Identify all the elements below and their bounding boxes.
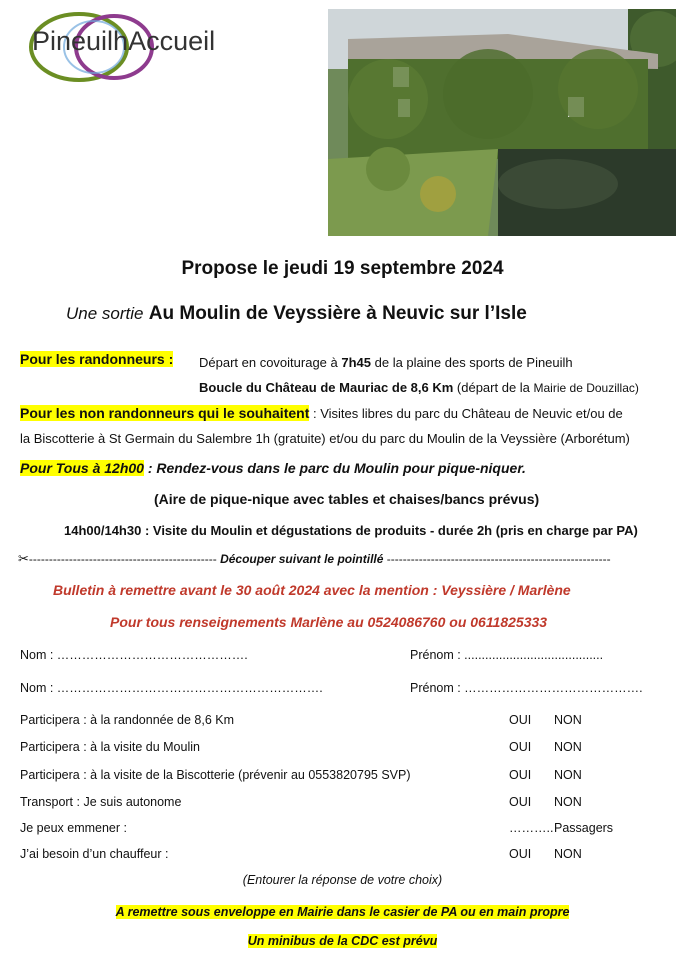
randonneurs-place: de la plaine des sports de Pineuilh <box>371 355 573 370</box>
randonneurs-time: 7h45 <box>341 355 372 370</box>
cut-dashes-right: -------------------------------------------------------- <box>386 552 611 566</box>
outing-title: Au Moulin de Veyssière à Neuvic sur l’Isle <box>148 303 527 324</box>
non-randonneurs-line1 <box>20 405 623 421</box>
aire-pique-nique: (Aire de pique-nique avec tables et chaises/bancs prévus) <box>154 491 540 507</box>
nom-field-2[interactable]: Nom : ………………………………………………………. <box>20 681 323 695</box>
nom-field-1[interactable]: Nom : ………………………………………. <box>20 648 248 662</box>
pour-tous-line <box>20 460 526 476</box>
randonneurs-line1 <box>199 355 573 370</box>
footer-line-1: A remettre sous enveloppe en Mairie dans le casier de PA ou en main propre <box>115 905 570 919</box>
cut-dashes-left: ----------------------------------------------- <box>28 552 217 566</box>
row-randonnee-oui[interactable]: OUI <box>509 713 532 727</box>
row-chauffeur-oui[interactable]: OUI <box>509 847 532 861</box>
footer-line-1-wrap <box>0 903 685 921</box>
bulletin-deadline: Bulletin à remettre avant le 30 août 2024 avec la mention : Veyssière / Marlène <box>53 582 571 598</box>
randonneurs-depart-de: (départ de la <box>453 380 534 395</box>
non-randonneurs-text1: : Visites libres du parc du Château de Neuvic et/ou de <box>309 406 623 421</box>
randonneurs-boucle: Boucle du Château de Mauriac de 8,6 Km <box>199 380 454 395</box>
prenom-field-1[interactable]: Prénom : ........................................ <box>410 648 604 662</box>
randonneurs-label-wrap <box>20 351 173 367</box>
row-biscotterie-non[interactable]: NON <box>554 768 582 782</box>
footer-line-2: Un minibus de la CDC est prévu <box>247 934 438 948</box>
row-randonnee-label: Participera : à la randonnée de 8,6 Km <box>20 713 235 727</box>
randonneurs-label: Pour les randonneurs : <box>20 351 174 367</box>
row-chauffeur-label: J’ai besoin d’un chauffeur : <box>20 847 169 861</box>
row-chauffeur-non[interactable]: NON <box>554 847 582 861</box>
visite-moulin-line: 14h00/14h30 : Visite du Moulin et dégustations de produits - durée 2h (pris en charge par PA) <box>64 523 638 538</box>
randonneurs-mairie: Mairie de Douzillac) <box>533 381 639 395</box>
row-emmener-passagers: Passagers <box>554 821 614 835</box>
renseignements-line: Pour tous renseignements Marlène au 0524086760 ou 0611825333 <box>110 614 548 630</box>
non-randonneurs-label: Pour les non randonneurs qui le souhaitent <box>20 405 310 421</box>
logo-text-right: Accueil <box>128 26 216 56</box>
non-randonneurs-line2: la Biscotterie à St Germain du Salembre 1h (gratuite) et/ou du parc du Moulin de la Veyssière (Arborétum) <box>20 431 630 446</box>
row-transport-oui[interactable]: OUI <box>509 795 532 809</box>
cut-label: Découper suivant le pointillé <box>216 552 387 566</box>
outing-prefix: Une sortie <box>66 304 144 323</box>
outing-heading <box>66 303 527 325</box>
prenom-field-2[interactable]: Prénom : ……………………………………. <box>410 681 643 695</box>
row-moulin-label: Participera : à la visite du Moulin <box>20 740 200 754</box>
row-randonnee-non[interactable]: NON <box>554 713 582 727</box>
date-heading: Propose le jeudi 19 septembre 2024 <box>181 258 504 279</box>
logo-text <box>32 26 215 57</box>
row-emmener-label: Je peux emmener : <box>20 821 127 835</box>
row-transport-label: Transport : Je suis autonome <box>20 795 182 809</box>
mill-photo-illustration <box>328 9 676 236</box>
pineuilh-accueil-logo <box>24 12 264 82</box>
row-moulin-oui[interactable]: OUI <box>509 740 532 754</box>
row-biscotterie-label: Participera : à la visite de la Biscotterie (prévenir au 0553820795 SVP) <box>20 768 411 782</box>
row-biscotterie-oui[interactable]: OUI <box>509 768 532 782</box>
logo-text-left: Pineuilh <box>32 26 129 56</box>
entourer-instruction: (Entourer la réponse de votre choix) <box>242 873 443 887</box>
row-emmener-count[interactable]: ……….. <box>509 821 554 835</box>
pour-tous-text: : Rendez-vous dans le parc du Moulin pour pique-niquer. <box>143 460 526 476</box>
row-moulin-non[interactable]: NON <box>554 740 582 754</box>
mill-building-photo <box>328 9 676 236</box>
row-transport-non[interactable]: NON <box>554 795 582 809</box>
randonneurs-line2 <box>199 380 639 395</box>
footer-line-2-wrap <box>0 932 685 950</box>
cut-line <box>18 551 611 567</box>
pour-tous-label: Pour Tous à 12h00 <box>20 460 144 476</box>
randonneurs-depart: Départ en covoiturage à <box>199 355 342 370</box>
scissors-icon: ✂ <box>18 551 29 566</box>
